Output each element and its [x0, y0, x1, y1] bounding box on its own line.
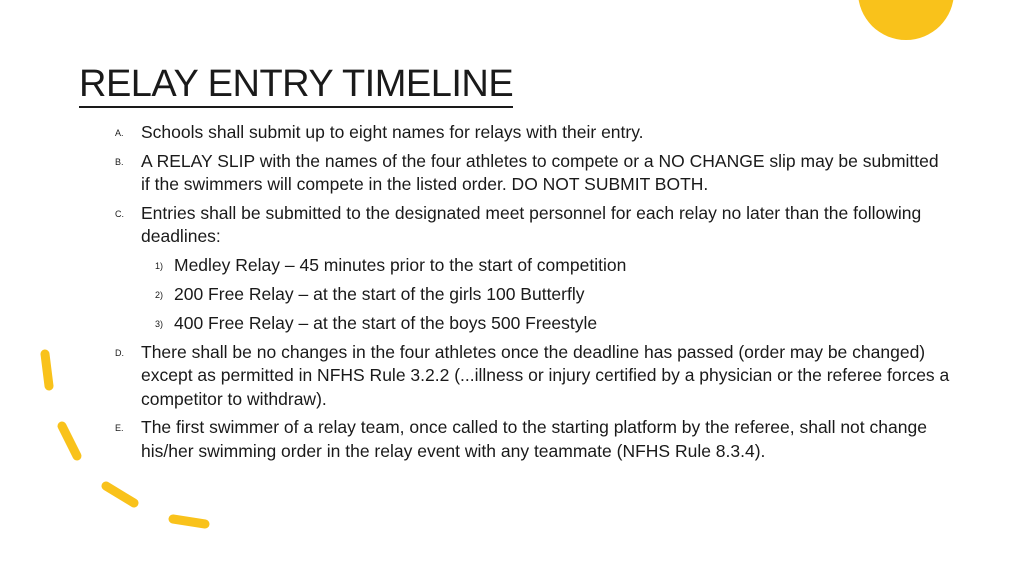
list-marker: C. [115, 208, 124, 219]
list-item-text: There shall be no changes in the four athletes once the deadline has passed (order may be changed) except as permitted in NFHS Rule 3.2.2 (...illness or injury certified by a physician or the referee forces a competitor to withdraw). [141, 341, 950, 409]
sub-item-2 [112, 283, 952, 307]
list-item-b [112, 150, 952, 197]
list-item-c [112, 202, 952, 249]
content-list [112, 121, 952, 468]
sub-item-text: 400 Free Relay – at the start of the boys 500 Freestyle [174, 312, 598, 333]
list-item-text: Schools shall submit up to eight names for relays with their entry. [141, 122, 644, 142]
list-item-text: The first swimmer of a relay team, once called to the starting platform by the referee, shall not change his/her swimming order in the relay event with any teammate (NFHS Rule 8.3.4). [141, 417, 927, 461]
arc-dash-4 [173, 519, 205, 524]
arc-dash-2 [62, 426, 77, 456]
list-marker: B. [115, 156, 124, 167]
sub-item-1 [112, 254, 952, 278]
sub-list-marker: 1) [155, 260, 164, 271]
sub-item-text: Medley Relay – 45 minutes prior to the start of competition [174, 254, 627, 275]
list-item-d [112, 341, 952, 412]
sub-list-marker: 3) [155, 318, 164, 329]
page-title: RELAY ENTRY TIMELINE [79, 62, 513, 108]
list-item-text: Entries shall be submitted to the designated meet personnel for each relay no later than the following deadlines: [141, 202, 922, 246]
sub-item-text: 200 Free Relay – at the start of the girls 100 Butterfly [174, 283, 585, 304]
arc-dash-1 [45, 354, 49, 386]
list-marker: D. [115, 347, 124, 358]
sub-list-marker: 2) [155, 289, 164, 300]
list-item-a [112, 121, 952, 145]
arc-dash-3 [106, 486, 134, 503]
list-marker: E. [115, 423, 124, 433]
sub-item-3 [112, 312, 952, 336]
list-item-text: A RELAY SLIP with the names of the four athletes to compete or a NO CHANGE slip may be submitted if the swimmers will compete in the listed order. DO NOT SUBMIT BOTH. [141, 150, 939, 194]
list-marker: A. [115, 128, 124, 138]
list-item-e [112, 416, 952, 463]
